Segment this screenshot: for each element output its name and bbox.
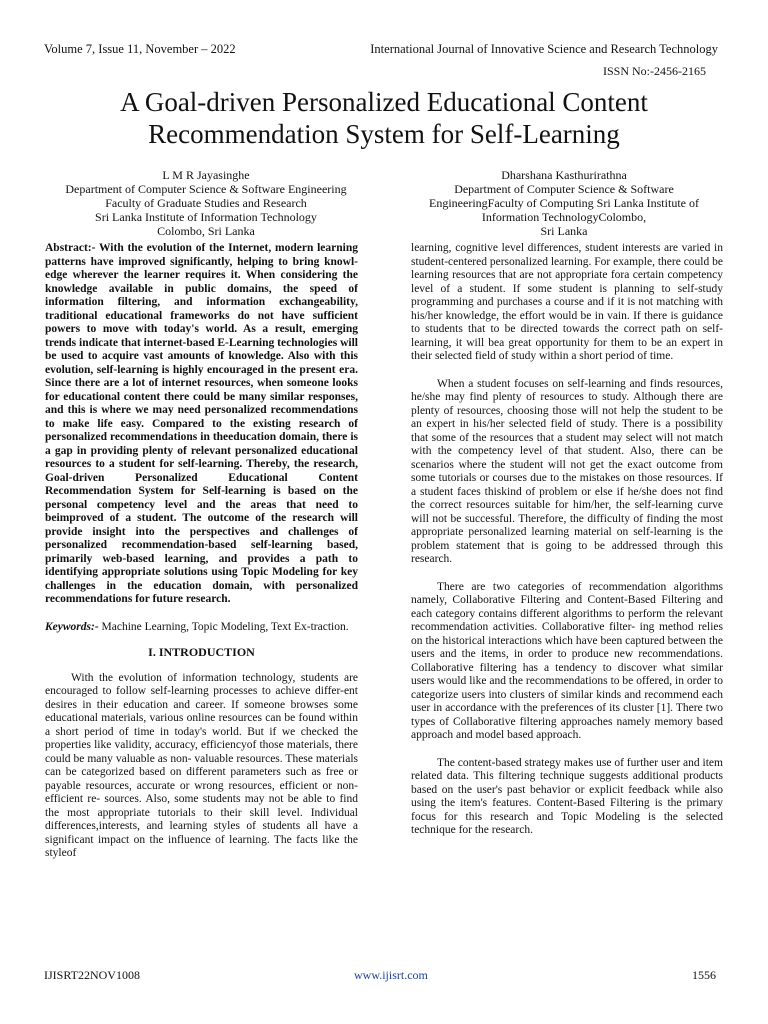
left-column	[45, 242, 358, 861]
abstract: Abstract:- With the evolution of the Internet, modern learning patterns have improved significantly, helping to bring knowl-edge wherever the learner requires it. When considering the knowledge available in public domains, the speed of information filtering, and information exchangeability, traditional educational frameworks do not have sufficient powers to move with today's world. As a result, emerging trends indicate that internet-based E-Learning technologies will be used to acquire vast amounts of knowledge. Also with this evolution, self-learning is highly encouraged in the present era. Since there are a lot of internet resources, when someone looks for educational content there could be many similar responses, and this is where we may need personalized recommendations to make life easy. Compared to the existing research of personalized recommendations in theeducation domain, there is a gap in providing plenty of relevant personalized educational resources to a student for self-learning. Thereby, the research, Goal-driven Personalized Educational Content Recommendation System for Self-learning is based on the personal competency level and the areas that need to beimproved of a student. The outcome of the research will provide insight into the perspectives and challenges of personalized recommendation-based self-learning based, primarily web-based learning, and provides a path to identifying appropriate solutions using Topic Modeling for key challenges in the education domain, with personalized recommendations for future research.	[45, 242, 358, 605]
body-paragraph: With the evolution of information technology, students are encouraged to follow self-learning processes to achieve differ-ent desires in their education and career. If someone browses some educational materials, various online resources can be found within a short period of time in today's world. But if we checked the properties like validity, accuracy, efficiencyof those materials, there could be many valuable as non- valuable resources. These materials can be categorized based on different parameters such as free or payable resources, accurate or wrong resources, efficient or non-efficient re- sources. Also, some students may not be able to find the most appropriate tutorials to their skill level. Individual differences,interests, and learning styles of students all have a significant impact on the influence of learning. The facts like the styleof	[45, 671, 358, 859]
body-paragraph: There are two categories of recommendation algorithms namely, Collaborative Filtering and Content-Based Filtering and each category contains different algorithms to perform the relevant recommendation activities. Collaborative filter- ing method relies on the historical interactions which have been captured between the users and the items, in order to produce new recommendations. Collaborative filtering has a tendency to discover what similar users would like and the recommendations to be offered, in order to categorize users into clusters of similar kinds and recommend each user in accordance with the preferences of its cluster [1]. There two types of Collaborative filtering approaches namely memory based approach and model based approach.	[411, 580, 723, 741]
body-paragraph: learning, cognitive level differences, student interests are varied in student-centered personalized learning. For example, there could be learning resources that are not appropriate fora certain competency level of a student. If some student is planning to self-study programming and purchases a course and if it is not matching with his/her knowledge, the effort would be in vain. If there is guidance to students that to be directed towards the correct path on self-learning, it will bea great opportunity for them to be an expert in their selected field of study within a short period of time.	[411, 242, 723, 362]
issue-info: Volume 7, Issue 11, November – 2022	[44, 42, 236, 56]
author-block-1	[20, 168, 392, 238]
issn: ISSN No:-2456-2165	[602, 64, 706, 78]
section-heading: I. INTRODUCTION	[148, 645, 255, 659]
author-affiliation: Department of Computer Science & Software Engineering Faculty of Graduate Studies and Research Sri Lanka Institute of Information Technology Colombo, Sri Lanka	[65, 182, 347, 238]
keywords-label: Keywords:-	[45, 620, 99, 633]
right-column	[411, 242, 723, 838]
author-name: L M R Jayasinghe	[162, 168, 250, 182]
body-paragraph: When a student focuses on self-learning and finds resources, he/she may find plenty of resources to study. Although there are plenty of resources, choosing those will not help the student to be an expert in his/her selected field of study. There is a possibility that some of the resources that a student may select will not match with the competency level of that student. Also, there can be scenarios where the student will not get the exact outcome from some tutorials or courses due to the mistakes on those resources. If a student faces thiskind of problem or else if he/she does not find the correct resources suitable for him/her, the self-learning curve will not be successful. Therefore, the difficulty of finding the most appropriate personalized learning material on self-learning is the problem statement that is going to be addressed through this research.	[411, 377, 723, 565]
body-paragraph: The content-based strategy makes use of further user and item related data. This filtering technique suggests additional products based on the user's past behavior or explicit feedback while also using the item's features. Content-Based Filtering is the primary focus for this research and Topic Modeling is the selected technique for the research.	[411, 756, 723, 836]
keywords-text: Machine Learning, Topic Modeling, Text Ex-traction.	[101, 620, 349, 633]
paper-title: A Goal-driven Personalized Educational Content Recommendation System for Self-Learning	[120, 87, 648, 149]
footer-paper-id: IJISRT22NOV1008	[44, 968, 140, 982]
page-number: 1556	[692, 968, 716, 982]
journal-name: International Journal of Innovative Science and Research Technology	[370, 42, 718, 56]
author-block-2	[400, 168, 728, 238]
footer-url-link[interactable]: www.ijisrt.com	[354, 968, 428, 982]
keywords	[45, 621, 358, 635]
author-name: Dharshana Kasthurirathna	[501, 168, 627, 182]
author-affiliation: Department of Computer Science & Software EngineeringFaculty of Computing Sri Lanka Institute of Information TechnologyColombo, Sri Lanka	[429, 182, 699, 238]
